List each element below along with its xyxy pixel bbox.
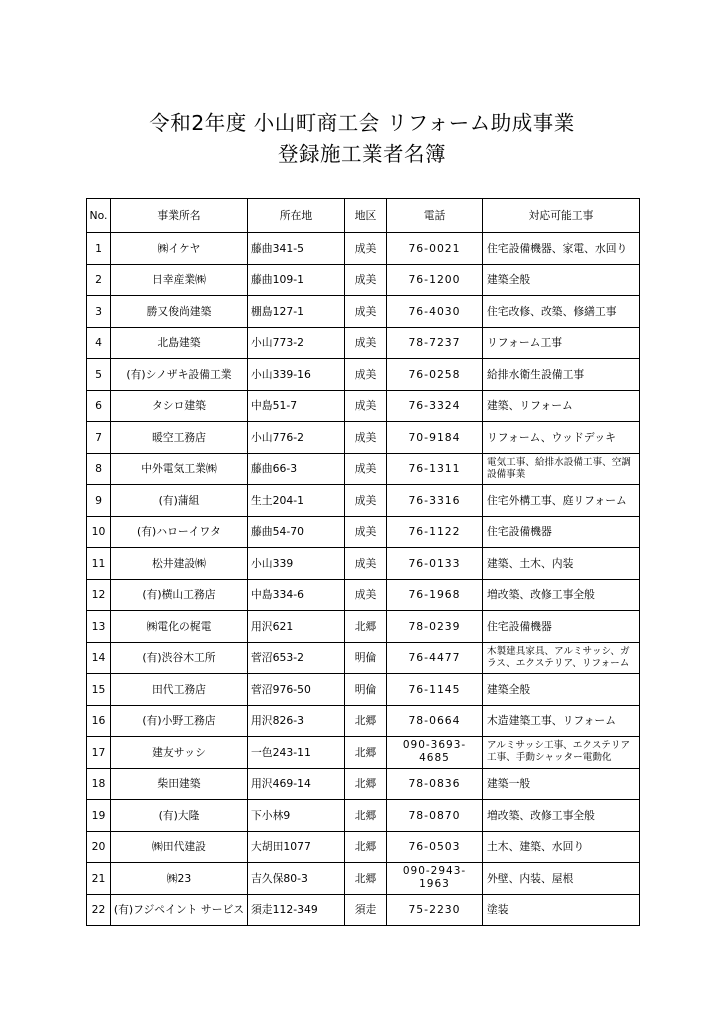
cell-address: 小山773-2 [248, 327, 345, 359]
cell-work: リフォーム、ウッドデッキ [483, 422, 640, 454]
cell-address: 小山776-2 [248, 422, 345, 454]
title-line-1: 令和2年度 小山町商工会 リフォーム助成事業 [149, 111, 575, 135]
cell-phone: 75-2230 [387, 894, 483, 926]
cell-district: 成美 [345, 548, 387, 580]
cell-phone: 76-0503 [387, 831, 483, 863]
cell-no: 20 [87, 831, 111, 863]
cell-address: 藤曲109-1 [248, 264, 345, 296]
header-address: 所在地 [248, 199, 345, 233]
cell-address: 生土204-1 [248, 485, 345, 517]
table-row [87, 327, 640, 359]
cell-district: 成美 [345, 264, 387, 296]
cell-district: 明倫 [345, 674, 387, 706]
cell-no: 17 [87, 737, 111, 769]
cell-no: 19 [87, 800, 111, 832]
cell-address: 中島51-7 [248, 390, 345, 422]
cell-address: 吉久保80-3 [248, 863, 345, 895]
cell-no: 8 [87, 453, 111, 485]
cell-district: 成美 [345, 516, 387, 548]
cell-address: 菅沼976-50 [248, 674, 345, 706]
table-row [87, 264, 640, 296]
cell-name: (有)シノザキ設備工業 [111, 359, 248, 391]
cell-name: ㈱電化の梶電 [111, 611, 248, 643]
cell-district: 北郷 [345, 768, 387, 800]
table-row [87, 516, 640, 548]
header-phone: 電話 [387, 199, 483, 233]
table-row [87, 737, 640, 769]
cell-no: 15 [87, 674, 111, 706]
cell-no: 7 [87, 422, 111, 454]
cell-address: 下小林9 [248, 800, 345, 832]
cell-work: 建築一般 [483, 768, 640, 800]
cell-address: 須走112-349 [248, 894, 345, 926]
cell-name: ㈱23 [111, 863, 248, 895]
cell-work: 増改築、改修工事全般 [483, 800, 640, 832]
cell-address: 用沢469-14 [248, 768, 345, 800]
cell-district: 成美 [345, 422, 387, 454]
cell-phone: 76-4477 [387, 642, 483, 674]
cell-phone: 76-0133 [387, 548, 483, 580]
table-row [87, 705, 640, 737]
table-body [87, 233, 640, 926]
cell-name: (有)フジペイント サービス [111, 894, 248, 926]
cell-name: 北島建築 [111, 327, 248, 359]
table-row [87, 548, 640, 580]
header-name: 事業所名 [111, 199, 248, 233]
table-row [87, 642, 640, 674]
cell-address: 菅沼653-2 [248, 642, 345, 674]
cell-district: 須走 [345, 894, 387, 926]
cell-no: 1 [87, 233, 111, 265]
cell-no: 13 [87, 611, 111, 643]
cell-phone: 090-2943-1963 [387, 863, 483, 895]
table-row [87, 296, 640, 328]
header-row [87, 199, 640, 233]
cell-name: 柴田建築 [111, 768, 248, 800]
cell-phone: 78-7237 [387, 327, 483, 359]
table-row [87, 611, 640, 643]
cell-district: 成美 [345, 485, 387, 517]
cell-name: 建友サッシ [111, 737, 248, 769]
cell-no: 2 [87, 264, 111, 296]
cell-district: 成美 [345, 390, 387, 422]
cell-address: 小山339-16 [248, 359, 345, 391]
cell-work: 木造建築工事、リフォーム [483, 705, 640, 737]
cell-no: 6 [87, 390, 111, 422]
cell-phone: 76-1200 [387, 264, 483, 296]
cell-work: 建築、リフォーム [483, 390, 640, 422]
header-work: 対応可能工事 [483, 199, 640, 233]
title-line-2: 登録施工業者名簿 [278, 142, 446, 166]
cell-no: 18 [87, 768, 111, 800]
cell-work: 住宅改修、改築、修繕工事 [483, 296, 640, 328]
cell-work: 給排水衛生設備工事 [483, 359, 640, 391]
cell-no: 22 [87, 894, 111, 926]
table-header [87, 199, 640, 233]
document-title [0, 108, 724, 170]
header-district: 地区 [345, 199, 387, 233]
cell-work: 増改築、改修工事全般 [483, 579, 640, 611]
cell-address: 大胡田1077 [248, 831, 345, 863]
cell-no: 12 [87, 579, 111, 611]
cell-phone: 76-0021 [387, 233, 483, 265]
cell-address: 一色243-11 [248, 737, 345, 769]
cell-name: ㈱田代建設 [111, 831, 248, 863]
table-row [87, 390, 640, 422]
cell-address: 藤曲66-3 [248, 453, 345, 485]
cell-work: 住宅外構工事、庭リフォーム [483, 485, 640, 517]
cell-work: 電気工事、給排水設備工事、空調設備事業 [483, 453, 640, 485]
cell-name: (有)蒲組 [111, 485, 248, 517]
table-row [87, 453, 640, 485]
contractor-table [86, 198, 640, 926]
cell-address: 藤曲341-5 [248, 233, 345, 265]
cell-address: 棚島127-1 [248, 296, 345, 328]
cell-name: (有)横山工務店 [111, 579, 248, 611]
cell-name: タシロ建築 [111, 390, 248, 422]
cell-name: 勝又俊尚建築 [111, 296, 248, 328]
cell-phone: 76-3324 [387, 390, 483, 422]
cell-phone: 76-1145 [387, 674, 483, 706]
cell-no: 9 [87, 485, 111, 517]
cell-phone: 78-0664 [387, 705, 483, 737]
cell-district: 北郷 [345, 737, 387, 769]
cell-phone: 090-3693-4685 [387, 737, 483, 769]
cell-address: 用沢621 [248, 611, 345, 643]
cell-district: 成美 [345, 296, 387, 328]
table-row [87, 800, 640, 832]
cell-work: 外壁、内装、屋根 [483, 863, 640, 895]
cell-phone: 70-9184 [387, 422, 483, 454]
cell-phone: 76-4030 [387, 296, 483, 328]
table-row [87, 233, 640, 265]
cell-district: 北郷 [345, 831, 387, 863]
cell-no: 5 [87, 359, 111, 391]
cell-phone: 78-0870 [387, 800, 483, 832]
cell-work: 建築全般 [483, 674, 640, 706]
cell-no: 14 [87, 642, 111, 674]
cell-work: 塗装 [483, 894, 640, 926]
header-no: No. [87, 199, 111, 233]
table-row [87, 485, 640, 517]
cell-work: 建築、土木、内装 [483, 548, 640, 580]
cell-phone: 76-1311 [387, 453, 483, 485]
cell-address: 藤曲54-70 [248, 516, 345, 548]
cell-work: リフォーム工事 [483, 327, 640, 359]
cell-district: 成美 [345, 327, 387, 359]
cell-name: 日幸産業㈱ [111, 264, 248, 296]
cell-name: (有)ハローイワタ [111, 516, 248, 548]
cell-phone: 76-1968 [387, 579, 483, 611]
cell-work: アルミサッシ工事、エクステリア工事、手動シャッター電動化 [483, 737, 640, 769]
cell-address: 用沢826-3 [248, 705, 345, 737]
cell-no: 11 [87, 548, 111, 580]
cell-phone: 78-0836 [387, 768, 483, 800]
table-row [87, 422, 640, 454]
cell-address: 中島334-6 [248, 579, 345, 611]
cell-work: 住宅設備機器 [483, 611, 640, 643]
cell-no: 10 [87, 516, 111, 548]
cell-district: 成美 [345, 453, 387, 485]
cell-no: 21 [87, 863, 111, 895]
cell-name: (有)小野工務店 [111, 705, 248, 737]
cell-phone: 76-3316 [387, 485, 483, 517]
cell-work: 建築全般 [483, 264, 640, 296]
cell-district: 成美 [345, 579, 387, 611]
table-row [87, 894, 640, 926]
cell-address: 小山339 [248, 548, 345, 580]
cell-district: 北郷 [345, 705, 387, 737]
cell-name: 田代工務店 [111, 674, 248, 706]
table-row [87, 674, 640, 706]
cell-work: 木製建具家具、アルミサッシ、ガラス、エクステリア、リフォーム [483, 642, 640, 674]
cell-name: (有)渋谷木工所 [111, 642, 248, 674]
cell-no: 16 [87, 705, 111, 737]
cell-no: 3 [87, 296, 111, 328]
cell-district: 北郷 [345, 800, 387, 832]
cell-work: 住宅設備機器、家電、水回り [483, 233, 640, 265]
cell-no: 4 [87, 327, 111, 359]
cell-phone: 76-1122 [387, 516, 483, 548]
cell-name: 暖空工務店 [111, 422, 248, 454]
cell-district: 北郷 [345, 863, 387, 895]
cell-phone: 76-0258 [387, 359, 483, 391]
cell-name: (有)大隆 [111, 800, 248, 832]
cell-district: 成美 [345, 359, 387, 391]
cell-phone: 78-0239 [387, 611, 483, 643]
table-row [87, 579, 640, 611]
cell-work: 土木、建築、水回り [483, 831, 640, 863]
cell-district: 成美 [345, 233, 387, 265]
cell-name: ㈱イケヤ [111, 233, 248, 265]
cell-work: 住宅設備機器 [483, 516, 640, 548]
cell-district: 北郷 [345, 611, 387, 643]
table-row [87, 768, 640, 800]
cell-name: 松井建設㈱ [111, 548, 248, 580]
table-row [87, 359, 640, 391]
cell-district: 明倫 [345, 642, 387, 674]
cell-name: 中外電気工業㈱ [111, 453, 248, 485]
table-row [87, 831, 640, 863]
table-row [87, 863, 640, 895]
